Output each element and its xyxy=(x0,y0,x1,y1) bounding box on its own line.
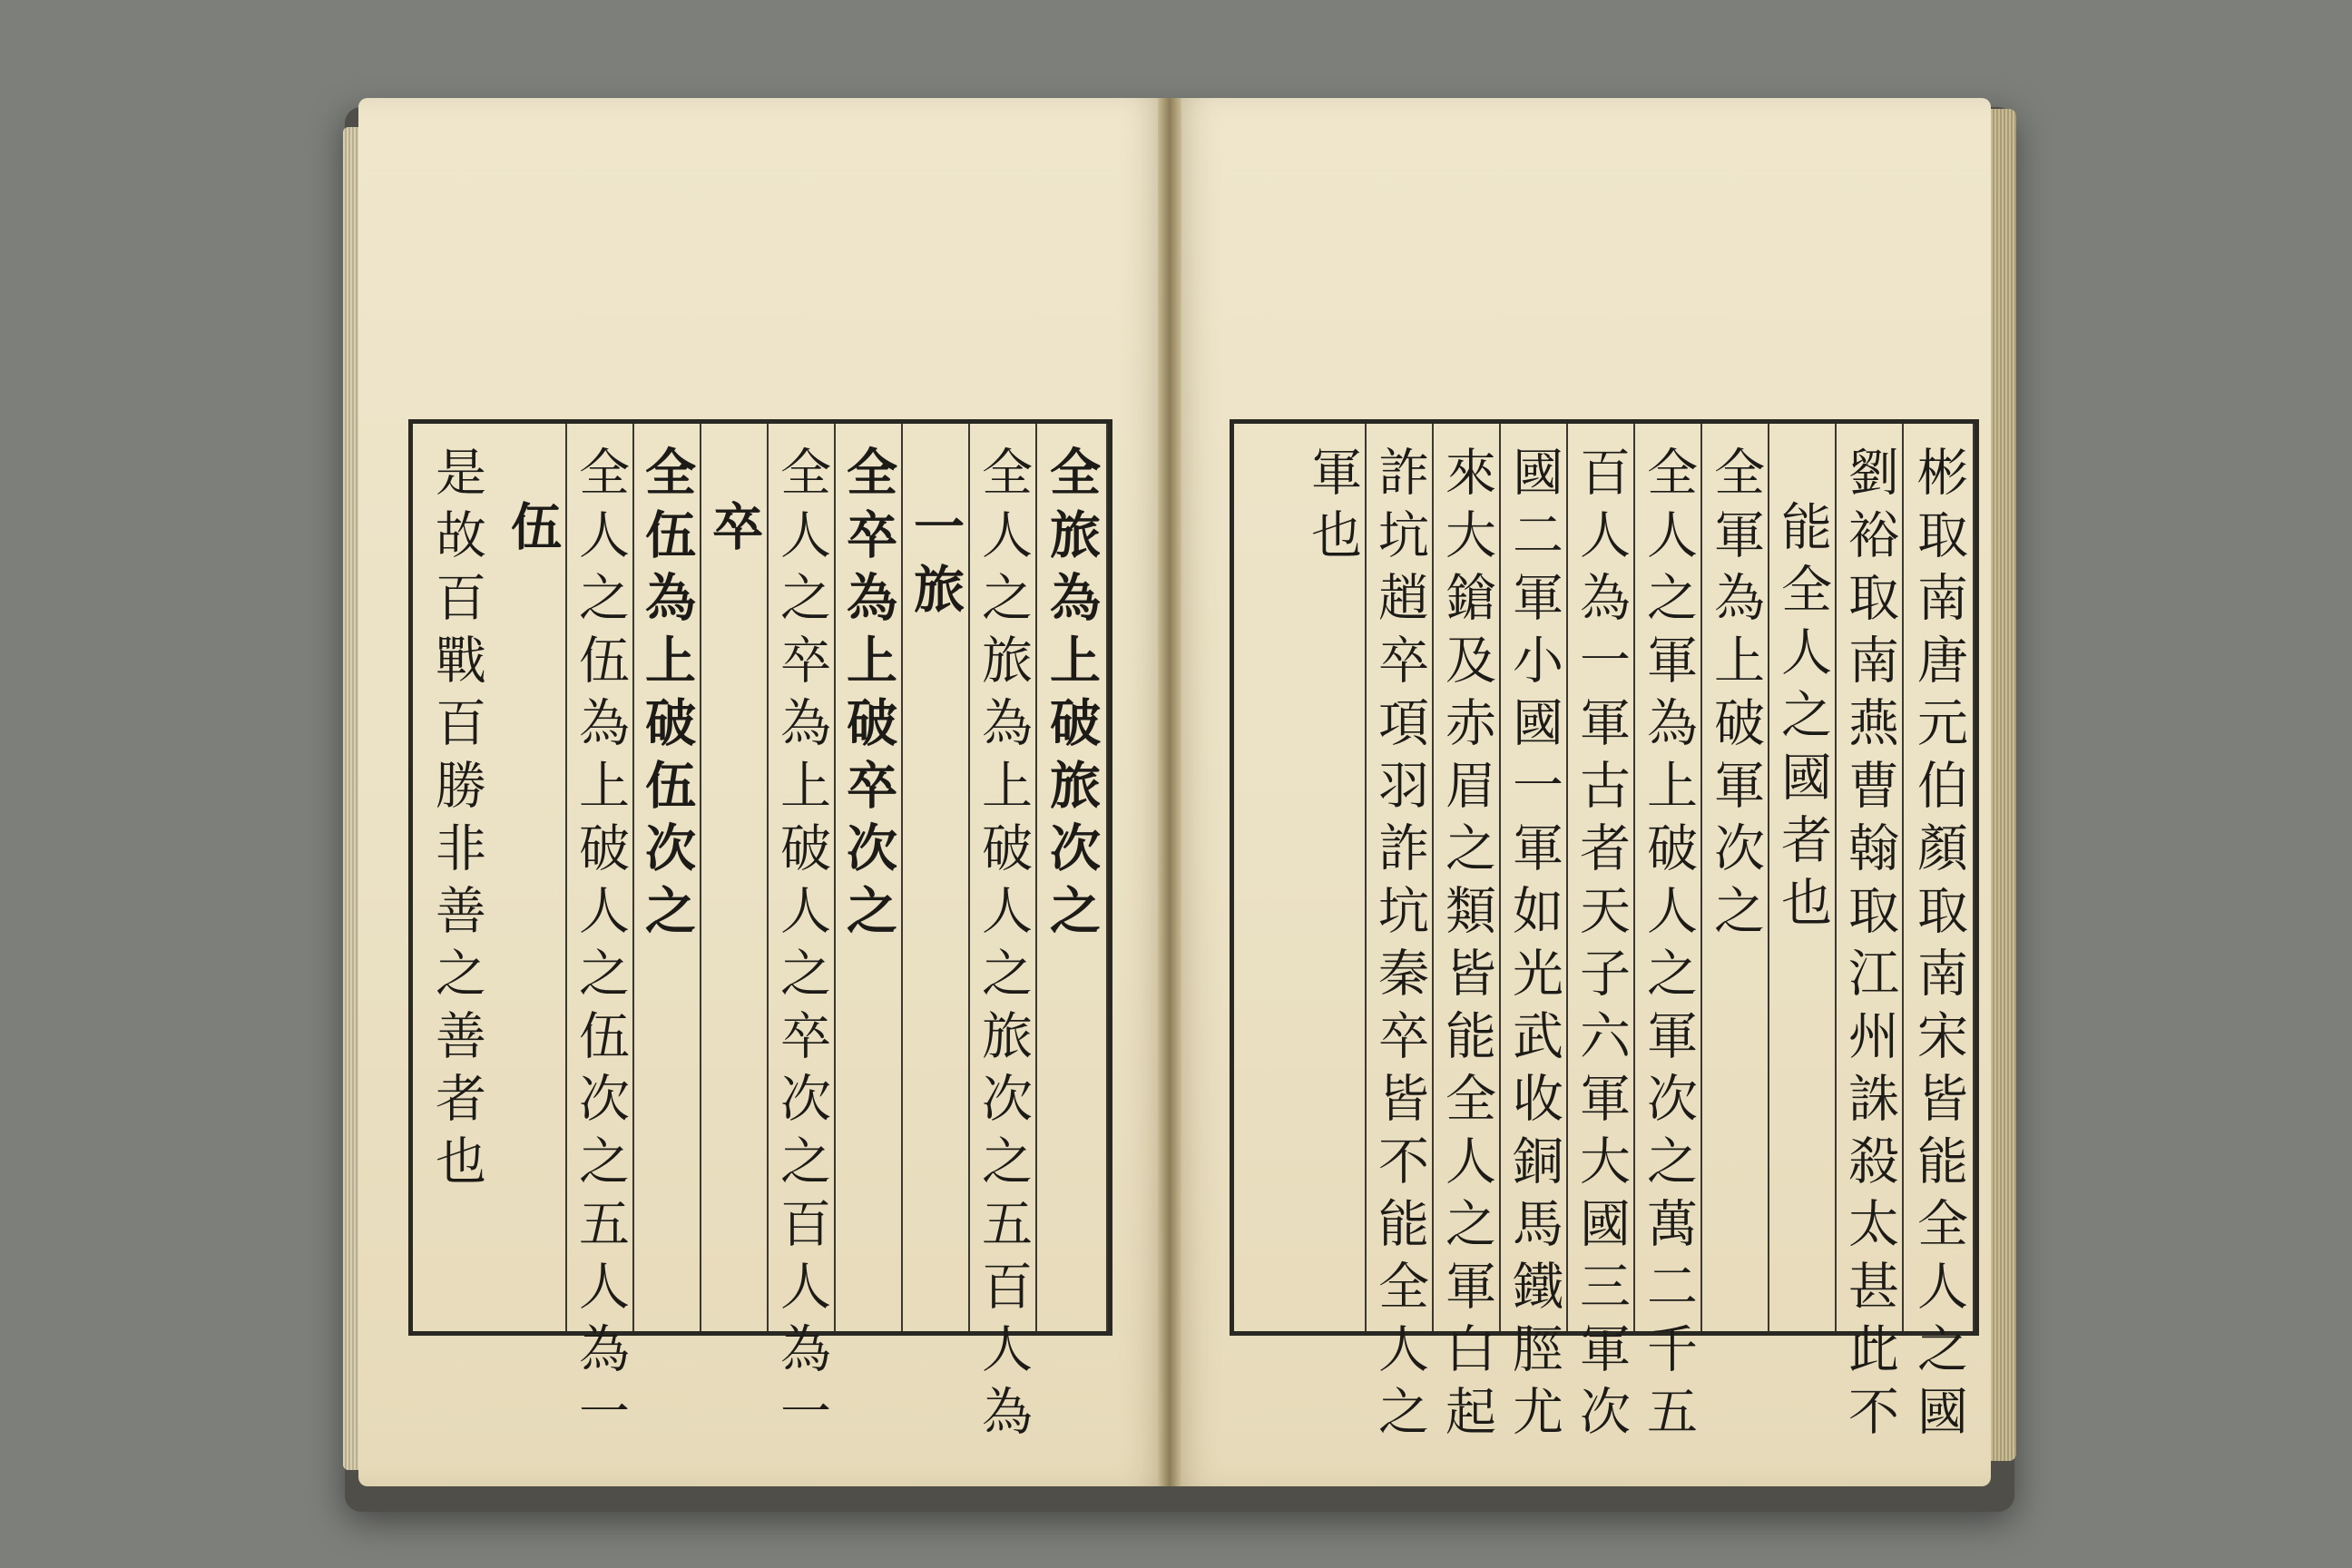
empty-column xyxy=(1234,424,1299,1331)
book-gutter xyxy=(1158,98,1181,1486)
column-text: 伍 xyxy=(503,500,563,563)
column-text: 全人之旅為上破人之旅次之五百人為 xyxy=(974,446,1033,1447)
column-text: 能全人之國者也 xyxy=(1773,500,1832,938)
right-text-frame xyxy=(1230,419,1979,1447)
text-column xyxy=(1837,424,1904,1447)
column-text: 詐坑趙卒項羽詐坑秦卒皆不能全人之 xyxy=(1370,446,1429,1447)
text-column xyxy=(970,424,1037,1447)
column-text: 全旅為上破旅次之 xyxy=(1042,446,1102,946)
column-text: 是故百戰百勝非善之善者也 xyxy=(427,446,486,1197)
left-text-frame xyxy=(408,419,1112,1447)
text-column xyxy=(1434,424,1501,1447)
text-column xyxy=(567,424,634,1447)
column-text: 來大鎗及赤眉之類皆能全人之軍白起 xyxy=(1437,446,1496,1447)
text-column xyxy=(1299,424,1367,1331)
column-text: 百人為一軍古者天子六軍大國三軍次 xyxy=(1572,446,1631,1447)
text-column xyxy=(701,424,769,1331)
column-text: 全卒為上破卒次之 xyxy=(838,446,898,946)
column-text: 全人之軍為上破人之軍次之萬二千五 xyxy=(1639,446,1698,1447)
column-text: 軍也 xyxy=(1303,446,1362,571)
column-text: 全人之卒為上破人之卒次之百人為一 xyxy=(772,446,831,1447)
column-text: 一旅 xyxy=(906,500,965,625)
text-column xyxy=(1037,424,1108,1331)
text-column xyxy=(769,424,836,1447)
text-column xyxy=(903,424,970,1331)
column-text: 國二軍小國一軍如光武收銅馬鐵脛尤 xyxy=(1504,446,1563,1447)
column-text: 彬取南唐元伯顏取南宋皆能全人之國 xyxy=(1909,446,1968,1447)
column-text: 全伍為上破伍次之 xyxy=(637,446,697,946)
text-column xyxy=(1635,424,1702,1447)
text-column xyxy=(1501,424,1568,1447)
text-column xyxy=(1568,424,1635,1447)
text-column xyxy=(1702,424,1769,1331)
text-column xyxy=(413,424,500,1331)
column-text: 劉裕取南燕曹翰取江州誅殺太甚此不 xyxy=(1840,446,1899,1447)
column-text: 全人之伍為上破人之伍次之五人為一 xyxy=(571,446,630,1447)
page-edges-right xyxy=(1987,109,2016,1461)
column-text: 全軍為上破軍次之 xyxy=(1706,446,1765,946)
text-column xyxy=(836,424,903,1331)
text-column xyxy=(1769,424,1837,1331)
text-column xyxy=(500,424,567,1331)
text-column xyxy=(1904,424,1975,1447)
text-column xyxy=(1367,424,1434,1447)
column-text: 卒 xyxy=(704,500,764,563)
text-column xyxy=(634,424,701,1331)
